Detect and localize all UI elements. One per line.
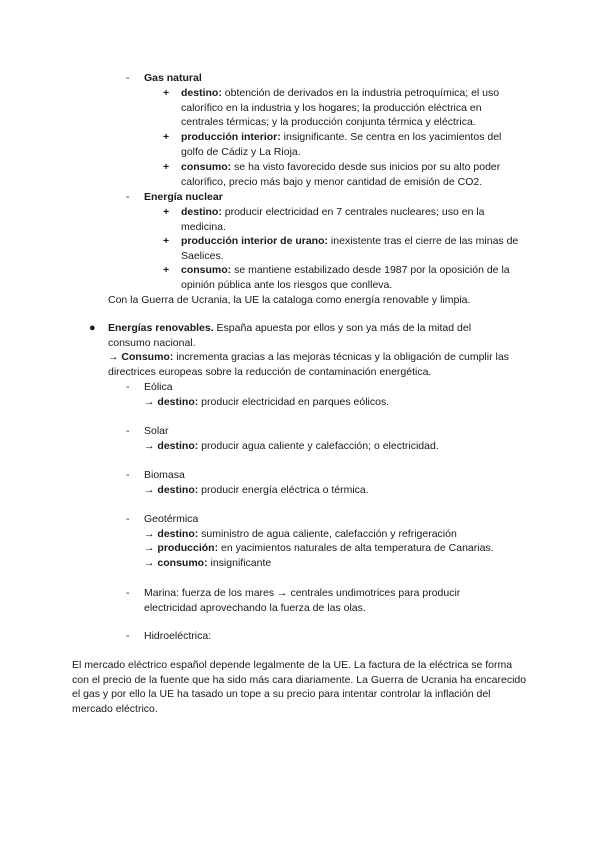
arrow: → [108,351,122,363]
arrow: → [144,528,158,540]
solar-destino [144,439,439,454]
gas-consumo [181,160,521,189]
item-label: producción interior: [181,131,281,143]
geotermica-destino [144,527,457,542]
item-text: producir electricidad en parques eólicos. [198,396,390,408]
nuclear-note: Con la Guerra de Ucrania, la UE la cataloga como energía renovable y limpia. [108,294,471,306]
item-text: en yacimientos naturales de alta temperatura de Canarias. [218,542,494,554]
renovables-consumo [108,350,528,379]
item-text: obtención de derivados en la industria petroquímica; el uso calorífico en la industria y los hogares; la producción eléctrica en centrales térmicas; y la producción conjunta térmica y eléctrica. [181,87,500,129]
arrow: → [144,557,158,569]
item-text: producir electricidad en 7 centrales nucleares; uso en la medicina. [181,206,485,233]
item-label: destino: [157,528,199,540]
geotermica-consumo [144,556,271,571]
item-label: destino: [181,206,222,218]
renovables-title: Energías renovables. [108,322,214,334]
item-label: producción: [157,542,219,554]
geotermica-produccion [144,541,494,556]
gas-produccion [181,130,526,159]
item-text: inexistente tras el cierre de las minas de Saelices. [181,235,519,262]
item-text: se ha visto favorecido desde sus inicios por su alto poder calorífico, precio más bajo y menor cantidad de emisión de CO2. [181,161,501,188]
item-text: se mantiene estabilizado desde 1987 por la oposición de la opinión pública ante los riesgos que conlleva. [181,264,510,291]
item-label: destino: [157,484,199,496]
geotermica-name: Geotérmica [144,513,199,525]
hidro-text: Hidroeléctrica: [144,630,212,642]
bullet-marker: ● [89,322,96,334]
gas-destino [181,86,521,130]
item-text: insignificante. Se centra en los yacimientos del golfo de Cádiz y La Rioja. [181,131,502,158]
consumo-text: incrementa gracias a las mejoras técnicas y la obligación de cumplir las directrices europeas sobre la reducción de contaminación energética. [108,351,509,378]
dash-marker: - [126,513,130,525]
dash-marker: - [126,587,130,599]
nuclear-destino [181,205,521,234]
plus-marker: + [163,206,170,218]
renovables-intro-text: España apuesta por ellos y son ya más de la mitad del consumo nacional. [108,322,472,349]
nuclear-produccion [181,234,526,263]
dash-marker: - [126,191,130,203]
item-label: producción interior de urano: [181,235,329,247]
biomasa-destino [144,483,369,498]
arrow: → [144,484,158,496]
dash-marker: - [126,630,130,642]
arrow: → [144,542,158,554]
solar-name: Solar [144,425,169,437]
plus-marker: + [163,87,170,99]
dash-marker: - [126,469,130,481]
item-label: consumo: [181,264,232,276]
item-label: destino: [181,87,222,99]
dash-marker: - [126,381,130,393]
eolica-destino [144,395,389,410]
item-text: suministro de agua caliente, calefacción y refrigeración [198,528,457,540]
gas-title: Gas natural [144,72,202,84]
plus-marker: + [163,264,170,276]
closing-paragraph: El mercado eléctrico español depende legalmente de la UE. La factura de la eléctrica se forma con el precio de la fuente que ha sido más cara diariamente. La Guerra de Ucrania ha encarecido el gas y por ello la UE ha tasado un tope a su precio para intentar controlar la inflación del mercado eléctrico. [72,659,527,715]
biomasa-name: Biomasa [144,469,185,481]
item-text: producir agua caliente y calefacción; o electricidad. [198,440,439,452]
plus-marker: + [163,161,170,173]
item-label: consumo: [157,557,208,569]
item-text: insignificante [207,557,272,569]
arrow: → [144,440,158,452]
item-label: destino: [157,396,199,408]
eolica-name: Eólica [144,381,173,393]
nuclear-title: Energía nuclear [144,191,223,203]
arrow: → [144,396,158,408]
dash-marker: - [126,425,130,437]
marina-text: Marina: fuerza de los mares → centrales undimotrices para producir electricidad aprovechando la fuerza de las olas. [144,587,461,614]
renovables-intro [108,321,508,350]
item-label: consumo: [181,161,232,173]
nuclear-consumo [181,263,521,292]
plus-marker: + [163,235,170,247]
plus-marker: + [163,131,170,143]
dash-marker: - [126,72,130,84]
item-text: producir energía eléctrica o térmica. [198,484,369,496]
item-label: destino: [157,440,199,452]
consumo-label: Consumo: [121,351,174,363]
